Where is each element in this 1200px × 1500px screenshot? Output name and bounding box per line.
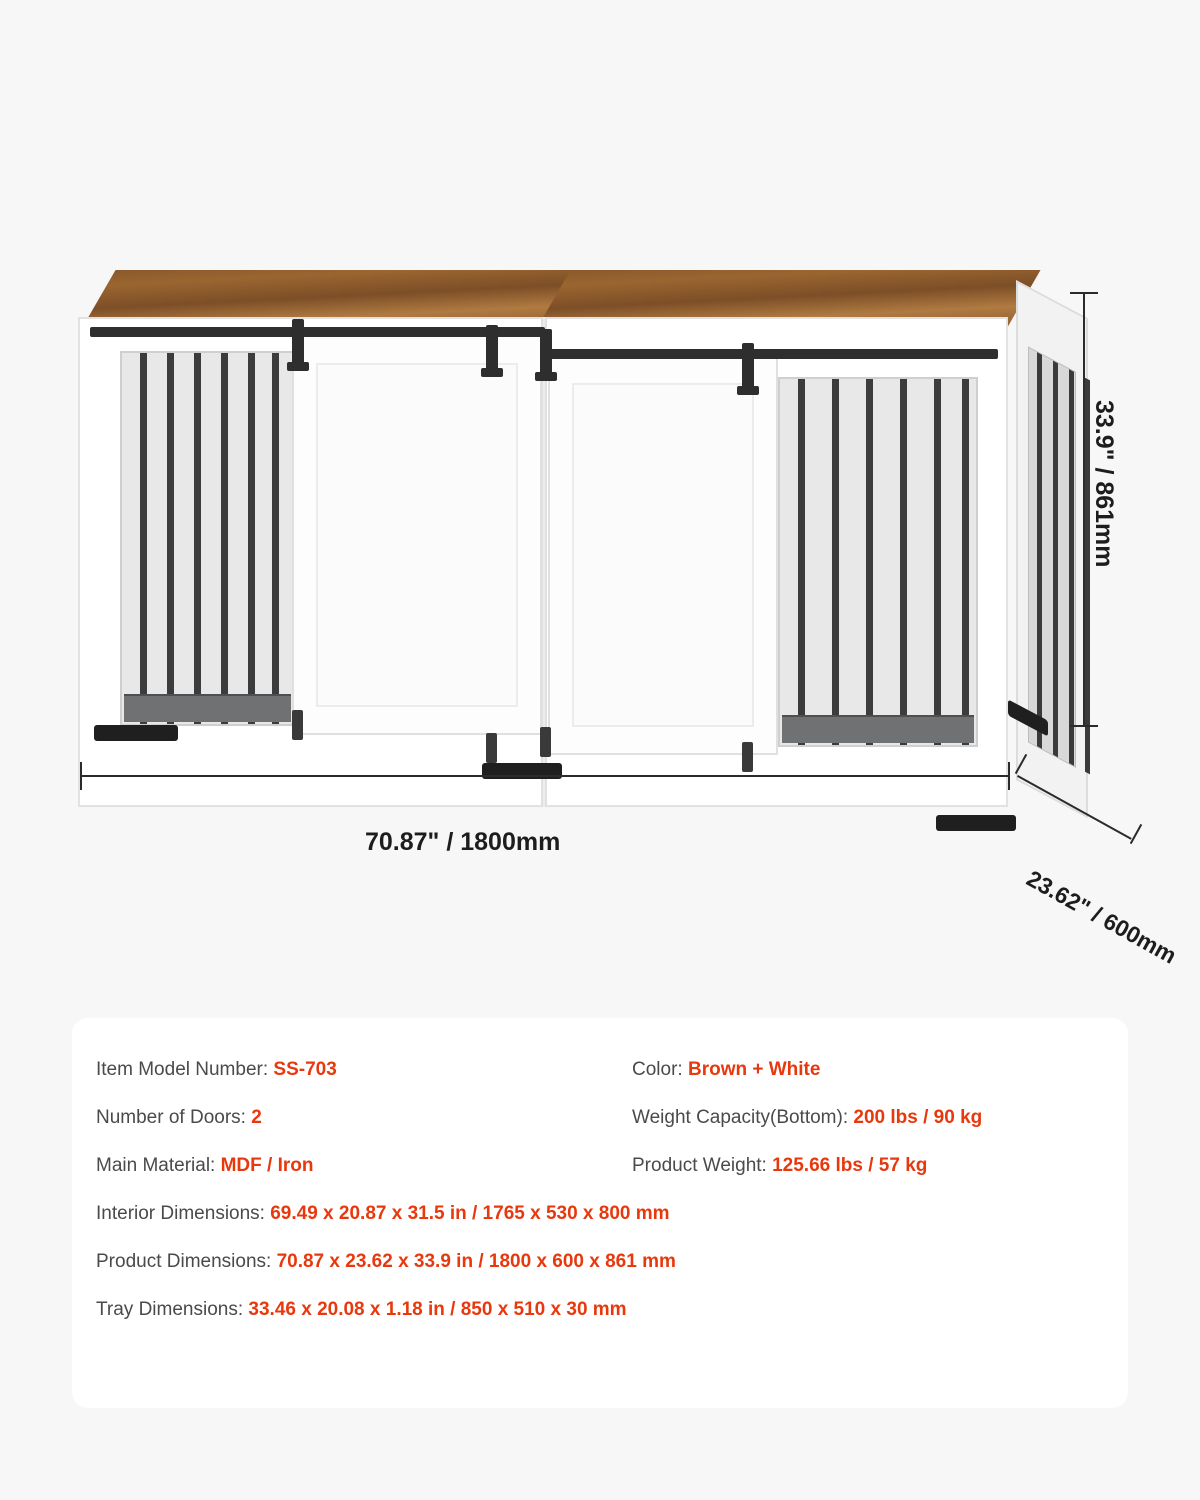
spec-cell-weight-capacity — [600, 1094, 1104, 1142]
spec-item-doors — [96, 1107, 600, 1129]
depth-dimension-label: 23.62" / 600mm — [1022, 865, 1181, 969]
crate-foot — [94, 725, 178, 741]
spec-row — [96, 1046, 1104, 1094]
door-hanger-icon — [292, 319, 304, 365]
right-barn-door-rail — [548, 349, 998, 359]
side-bar — [1037, 352, 1042, 749]
right-side-window — [1028, 346, 1076, 768]
spec-value-color: Brown + White — [687, 1059, 821, 1080]
height-dimension-label: 33.9" / 861mm — [1090, 400, 1118, 568]
spec-item-product-dimensions — [96, 1238, 1104, 1286]
right-door-latch-secondary[interactable] — [742, 742, 753, 772]
left-door-inner-panel — [316, 363, 518, 707]
spec-item-weight-capacity — [632, 1107, 1104, 1129]
spec-value-interior-dimensions: 69.49 x 20.87 x 31.5 in / 1765 x 530 x 800 mm — [270, 1203, 670, 1224]
left-barn-door-rail — [90, 327, 545, 337]
spec-cell-product-weight — [600, 1142, 1104, 1190]
left-door-latch[interactable] — [292, 710, 303, 740]
spec-label-product-dimensions: Product Dimensions: — [96, 1251, 272, 1272]
left-door-latch-secondary[interactable] — [486, 733, 497, 763]
depth-dimension-tick-end — [1130, 824, 1142, 844]
spec-label-tray-dimensions: Tray Dimensions: — [96, 1299, 244, 1320]
right-door-inner-panel — [572, 383, 754, 727]
spec-cell-model — [96, 1046, 600, 1094]
right-door-latch[interactable] — [540, 727, 551, 757]
spec-value-tray-dimensions: 33.46 x 20.08 x 1.18 in / 850 x 510 x 30 mm — [248, 1299, 627, 1320]
spec-label-interior-dimensions: Interior Dimensions: — [96, 1203, 265, 1224]
spec-label-product-weight: Product Weight: — [632, 1155, 767, 1176]
spec-value-product-weight: 125.66 lbs / 57 kg — [772, 1155, 928, 1176]
width-dimension-line — [80, 775, 1010, 777]
spec-value-model: SS-703 — [273, 1059, 337, 1080]
spec-row — [96, 1142, 1104, 1190]
spec-cell-material — [96, 1142, 600, 1190]
right-kennel-bars — [780, 379, 976, 745]
width-dimension-tick-right — [1008, 762, 1010, 790]
spec-item-color — [632, 1059, 1104, 1081]
spec-row — [96, 1094, 1104, 1142]
left-kennel-opening — [120, 351, 295, 726]
spec-label-material: Main Material: — [96, 1155, 216, 1176]
spec-item-product-weight — [632, 1155, 1104, 1177]
specifications-grid — [96, 1046, 1104, 1334]
door-hanger-icon — [486, 325, 498, 371]
height-dimension-tick-bottom — [1070, 725, 1098, 727]
left-kennel-bars — [122, 353, 293, 724]
spec-label-weight-capacity: Weight Capacity(Bottom): — [632, 1107, 849, 1128]
width-dimension-label: 70.87" / 1800mm — [365, 828, 561, 856]
spec-cell-doors — [96, 1094, 600, 1142]
crate-foot — [936, 815, 1016, 831]
height-dimension-line — [1083, 292, 1085, 727]
door-hanger-icon — [742, 343, 754, 389]
specifications-card — [72, 1018, 1128, 1408]
spec-item-material — [96, 1155, 600, 1177]
spec-item-interior-dimensions — [96, 1190, 1104, 1238]
spec-label-model: Item Model Number: — [96, 1059, 269, 1080]
left-sliding-door[interactable] — [292, 335, 542, 735]
right-side-panel — [1016, 280, 1088, 818]
spec-value-doors: 2 — [251, 1107, 262, 1128]
right-tray — [782, 715, 974, 743]
spec-value-product-dimensions: 70.87 x 23.62 x 33.9 in / 1800 x 600 x 861 mm — [276, 1251, 676, 1272]
left-tray — [124, 694, 291, 722]
spec-value-weight-capacity: 200 lbs / 90 kg — [853, 1107, 983, 1128]
spec-value-material: MDF / Iron — [220, 1155, 314, 1176]
spec-label-doors: Number of Doors: — [96, 1107, 246, 1128]
spec-item-model — [96, 1059, 600, 1081]
right-kennel-opening — [778, 377, 978, 747]
door-hanger-icon — [540, 329, 552, 375]
side-bar — [1053, 361, 1058, 758]
spec-cell-color — [600, 1046, 1104, 1094]
right-sliding-door[interactable] — [548, 355, 778, 755]
width-dimension-tick-left — [80, 762, 82, 790]
spec-item-tray-dimensions — [96, 1286, 1104, 1334]
height-dimension-tick-top — [1070, 292, 1098, 294]
side-bar — [1069, 369, 1074, 766]
dog-crate-furniture — [78, 255, 1088, 840]
spec-label-color: Color: — [632, 1059, 683, 1080]
